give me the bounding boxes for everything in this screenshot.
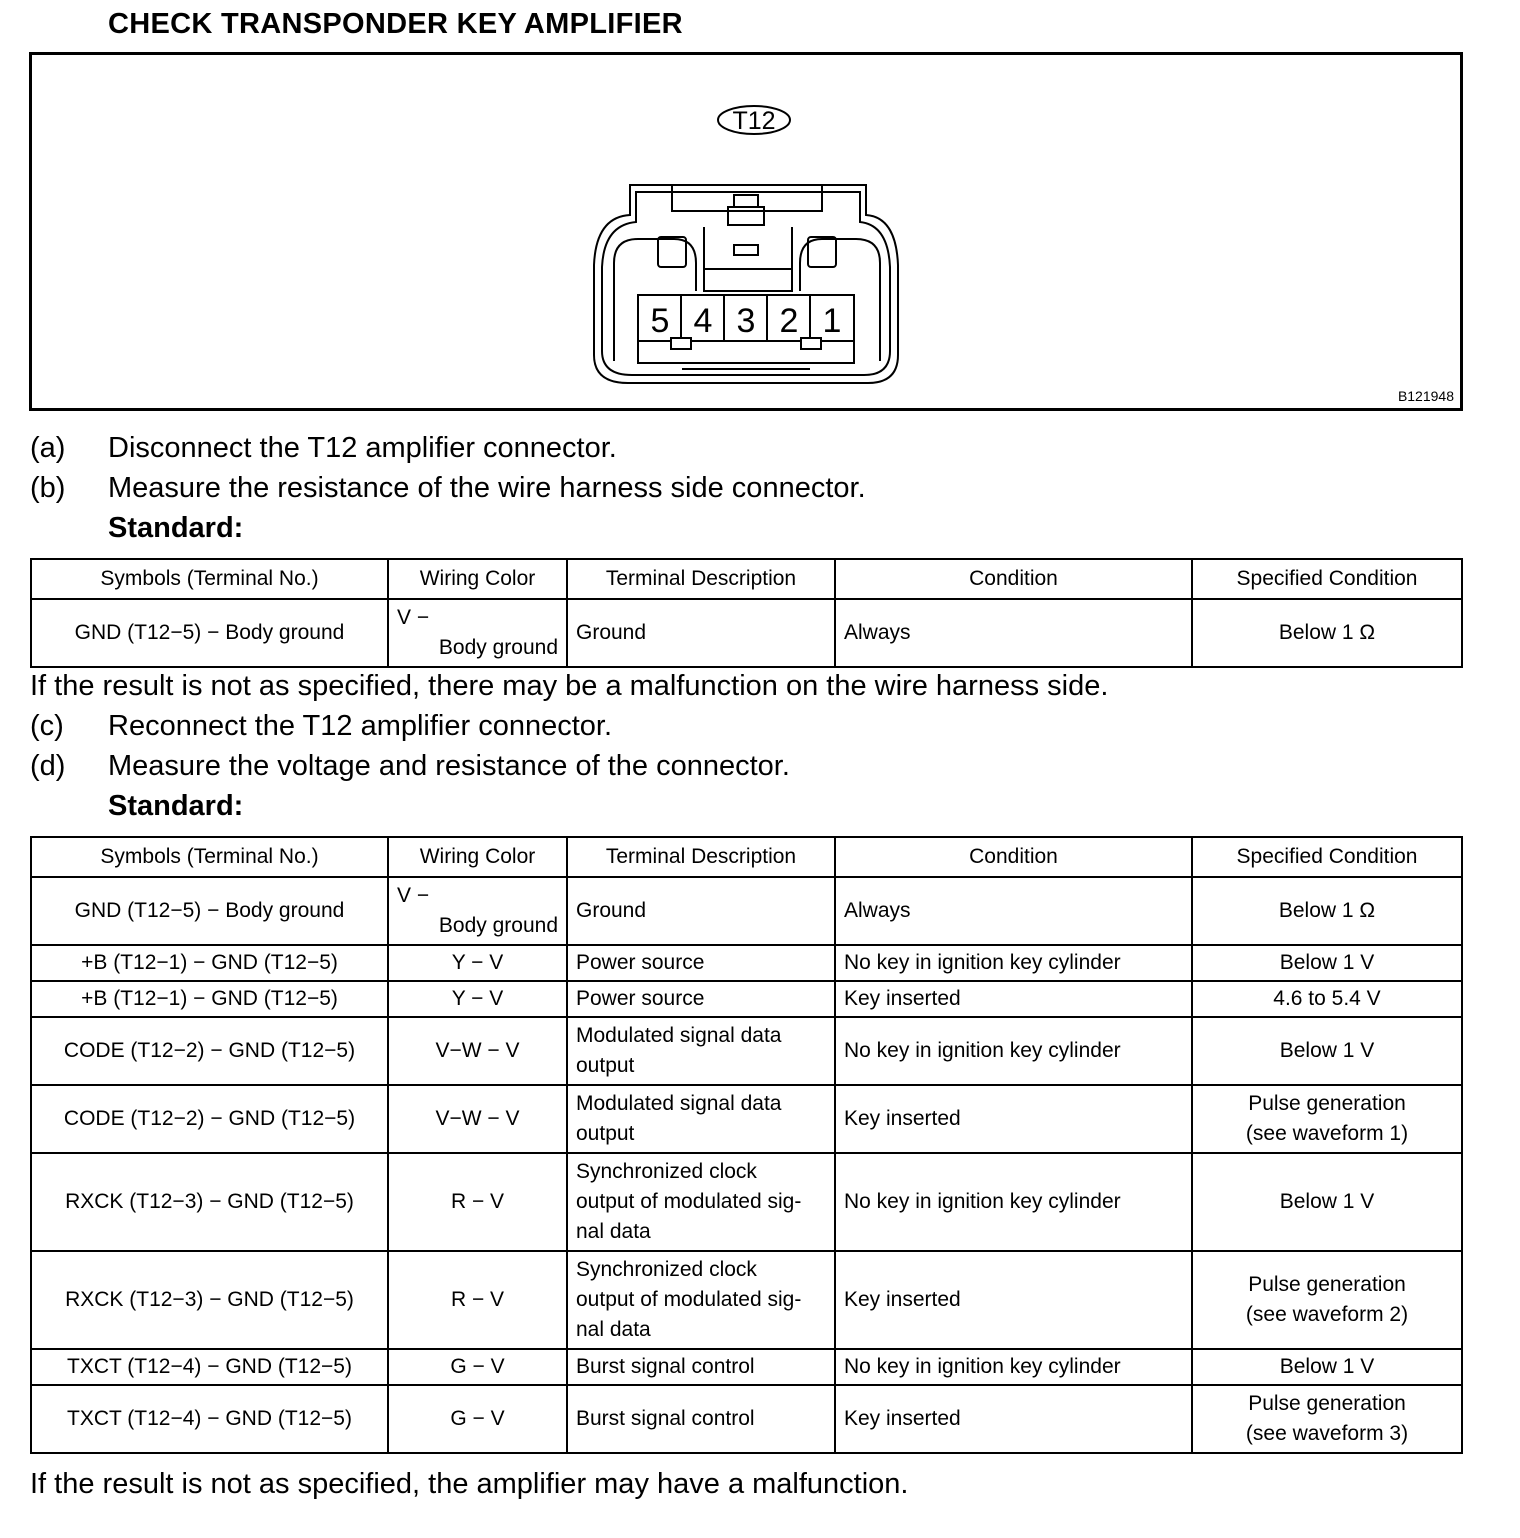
wire-cell: V−W − V bbox=[388, 1085, 567, 1153]
wire-cell: V − Body ground bbox=[388, 599, 567, 667]
symbol-cell: CODE (T12−2) − GND (T12−5) bbox=[31, 1085, 388, 1153]
col-header: Symbols (Terminal No.) bbox=[31, 559, 388, 599]
desc-cell: Ground bbox=[567, 599, 835, 667]
table-row bbox=[31, 945, 1462, 981]
step-text: Measure the resistance of the wire harness side connector. bbox=[108, 472, 866, 504]
table-header-row bbox=[31, 837, 1462, 877]
desc-cell: Burst signal control bbox=[567, 1349, 835, 1385]
desc-cell: Burst signal control bbox=[567, 1385, 835, 1453]
wire-cell: R − V bbox=[388, 1251, 567, 1349]
step-d bbox=[30, 750, 790, 783]
step-label: (d) bbox=[30, 750, 66, 782]
connector-label: T12 bbox=[732, 107, 776, 135]
table-row bbox=[31, 599, 1462, 667]
voltage-table bbox=[30, 836, 1463, 1454]
desc-cell: Power source bbox=[567, 981, 835, 1017]
wire-cell: G − V bbox=[388, 1349, 567, 1385]
table-row bbox=[31, 1017, 1462, 1085]
symbol-cell: RXCK (T12−3) − GND (T12−5) bbox=[31, 1251, 388, 1349]
left-slot bbox=[658, 237, 686, 267]
symbol-cell: +B (T12−1) − GND (T12−5) bbox=[31, 945, 388, 981]
terminal-5: 5 bbox=[650, 302, 670, 340]
col-header: Wiring Color bbox=[388, 837, 567, 877]
connector-housing-outer bbox=[594, 185, 898, 383]
terminal-3: 3 bbox=[736, 302, 756, 340]
table-header-row bbox=[31, 559, 1462, 599]
wire-cell: G − V bbox=[388, 1385, 567, 1453]
step-text: Disconnect the T12 amplifier connector. bbox=[108, 432, 617, 464]
connector-housing-inner bbox=[602, 192, 890, 375]
cond-cell: No key in ignition key cylinder bbox=[835, 1349, 1192, 1385]
table-row bbox=[31, 1153, 1462, 1251]
cond-cell: Always bbox=[835, 599, 1192, 667]
table-row bbox=[31, 877, 1462, 945]
table-row bbox=[31, 1385, 1462, 1453]
terminal-4: 4 bbox=[693, 302, 713, 340]
resistance-table bbox=[30, 558, 1463, 668]
step-b bbox=[30, 472, 866, 505]
cond-cell: Key inserted bbox=[835, 981, 1192, 1017]
connector-diagram bbox=[32, 55, 1460, 408]
symbol-cell: TXCT (T12−4) − GND (T12−5) bbox=[31, 1385, 388, 1453]
step-label: (b) bbox=[30, 472, 66, 504]
spec-cell: Below 1 Ω bbox=[1192, 877, 1462, 945]
wire-cell: V − Body ground bbox=[388, 877, 567, 945]
desc-cell: Ground bbox=[567, 877, 835, 945]
table-row bbox=[31, 981, 1462, 1017]
symbol-cell: +B (T12−1) − GND (T12−5) bbox=[31, 981, 388, 1017]
wire-cell: Y − V bbox=[388, 981, 567, 1017]
desc-cell: Synchronized clock output of modulated sig- nal data bbox=[567, 1251, 835, 1349]
table-row bbox=[31, 1349, 1462, 1385]
spec-cell: 4.6 to 5.4 V bbox=[1192, 981, 1462, 1017]
cond-cell: No key in ignition key cylinder bbox=[835, 945, 1192, 981]
standard-label: Standard: bbox=[108, 512, 244, 544]
col-header: Specified Condition bbox=[1192, 559, 1462, 599]
step-label: (c) bbox=[30, 710, 64, 742]
desc-cell: Power source bbox=[567, 945, 835, 981]
wire-cell: Y − V bbox=[388, 945, 567, 981]
spec-cell: Below 1 V bbox=[1192, 945, 1462, 981]
col-header: Symbols (Terminal No.) bbox=[31, 837, 388, 877]
standard-label: Standard: bbox=[108, 790, 244, 822]
col-header: Terminal Description bbox=[567, 837, 835, 877]
step-text: Measure the voltage and resistance of the connector. bbox=[108, 750, 790, 782]
wire-cell: V−W − V bbox=[388, 1017, 567, 1085]
col-header: Specified Condition bbox=[1192, 837, 1462, 877]
spec-cell: Below 1 V bbox=[1192, 1017, 1462, 1085]
table-row bbox=[31, 1085, 1462, 1153]
symbol-cell: GND (T12−5) − Body ground bbox=[31, 599, 388, 667]
step-c bbox=[30, 710, 612, 743]
col-header: Condition bbox=[835, 559, 1192, 599]
terminal-2: 2 bbox=[779, 302, 799, 340]
cond-cell: Always bbox=[835, 877, 1192, 945]
spec-cell: Pulse generation (see waveform 1) bbox=[1192, 1085, 1462, 1153]
spec-cell: Below 1 Ω bbox=[1192, 599, 1462, 667]
step-text: Reconnect the T12 amplifier connector. bbox=[108, 710, 613, 742]
desc-cell: Modulated signal data output bbox=[567, 1085, 835, 1153]
spec-cell: Below 1 V bbox=[1192, 1349, 1462, 1385]
connector-figure bbox=[29, 52, 1463, 411]
step-a bbox=[30, 432, 617, 465]
desc-cell: Synchronized clock output of modulated sig- nal data bbox=[567, 1153, 835, 1251]
symbol-cell: GND (T12−5) − Body ground bbox=[31, 877, 388, 945]
figure-id: B121948 bbox=[1397, 388, 1454, 404]
table-row bbox=[31, 1251, 1462, 1349]
col-header: Terminal Description bbox=[567, 559, 835, 599]
cond-cell: No key in ignition key cylinder bbox=[835, 1017, 1192, 1085]
note-harness: If the result is not as specified, there may be a malfunction on the wire harness side. bbox=[30, 670, 1109, 702]
col-header: Condition bbox=[835, 837, 1192, 877]
symbol-cell: TXCT (T12−4) − GND (T12−5) bbox=[31, 1349, 388, 1385]
cond-cell: Key inserted bbox=[835, 1085, 1192, 1153]
desc-cell: Modulated signal data output bbox=[567, 1017, 835, 1085]
spec-cell: Below 1 V bbox=[1192, 1153, 1462, 1251]
step-label: (a) bbox=[30, 432, 66, 464]
page-title: CHECK TRANSPONDER KEY AMPLIFIER bbox=[108, 8, 683, 40]
symbol-cell: CODE (T12−2) − GND (T12−5) bbox=[31, 1017, 388, 1085]
cond-cell: No key in ignition key cylinder bbox=[835, 1153, 1192, 1251]
col-header: Wiring Color bbox=[388, 559, 567, 599]
symbol-cell: RXCK (T12−3) − GND (T12−5) bbox=[31, 1153, 388, 1251]
note-amplifier: If the result is not as specified, the amplifier may have a malfunction. bbox=[30, 1468, 909, 1500]
cond-cell: Key inserted bbox=[835, 1251, 1192, 1349]
wire-cell: R − V bbox=[388, 1153, 567, 1251]
cond-cell: Key inserted bbox=[835, 1385, 1192, 1453]
spec-cell: Pulse generation (see waveform 3) bbox=[1192, 1385, 1462, 1453]
terminal-1: 1 bbox=[822, 302, 842, 340]
spec-cell: Pulse generation (see waveform 2) bbox=[1192, 1251, 1462, 1349]
